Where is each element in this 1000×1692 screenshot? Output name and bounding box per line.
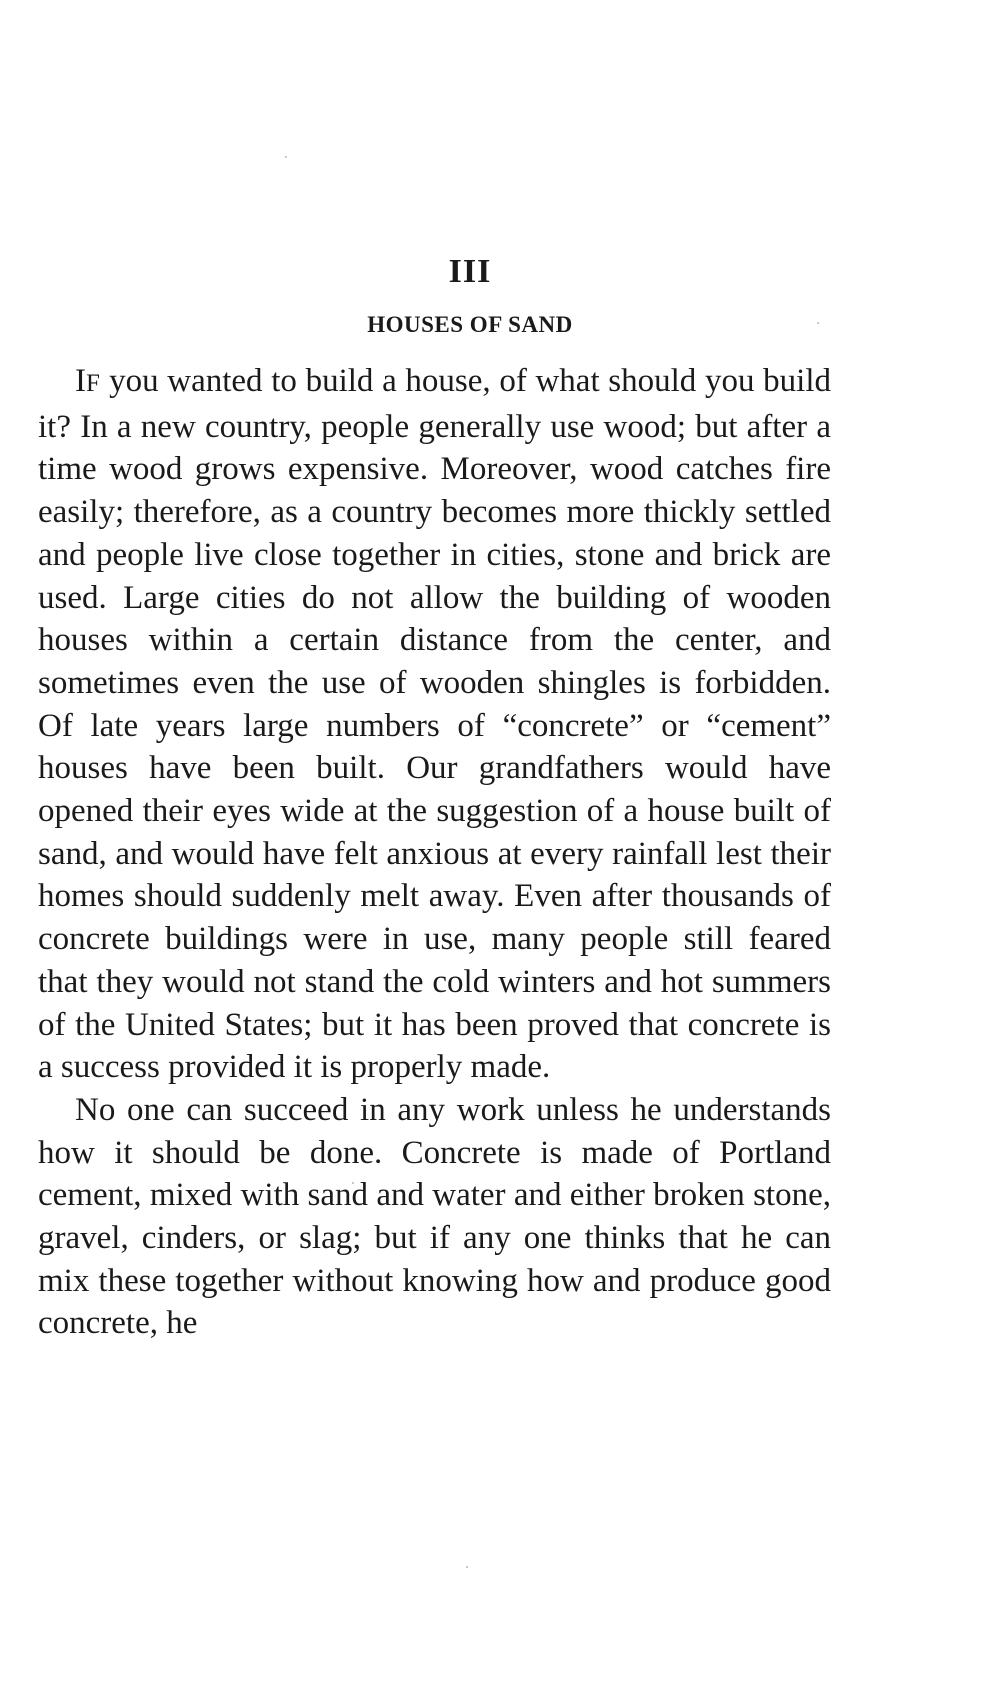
opening-smallcap: F	[86, 370, 101, 397]
paragraph-text: you wanted to build a house, of what should you build it? In a new country, people generally use wood; but after a time wood grows expensive. Moreover, wood catches fire easily; therefore, as a country becomes more thickly settled and people live close together in cities, stone and brick are used. Large cities do not allow the building of wooden houses within a certain distance from the center, and sometimes even the use of wooden shingles is forbidden. Of late years large numbers of “concrete” or “cement” houses have been built. Our grandfathers would have opened their eyes wide at the suggestion of a house built of sand, and would have felt anxious at every rainfall lest their homes should suddenly melt away. Even after thousands of concrete buildings were in use, many people still feared that they would not stand the cold winters and hot summers of the United States; but it has been proved that concrete is a success provided it is properly made.	[38, 363, 831, 1086]
paragraph-2: No one can succeed in any work unless he understands how it should be done. Concrete is made of Portland cement, mixed with sand and water and either broken stone, gravel, cinders, or slag; but if any one thinks that he can mix these together without knowing how and produce good concrete, he	[38, 1091, 831, 1342]
paragraph-1	[38, 360, 831, 1089]
chapter-title: HOUSES OF SAND	[367, 312, 573, 337]
paper-speck	[285, 156, 287, 158]
paper-speck	[466, 1566, 468, 1568]
body-text	[38, 360, 831, 1345]
chapter-number: III	[448, 253, 492, 290]
opening-letter: I	[75, 363, 86, 399]
